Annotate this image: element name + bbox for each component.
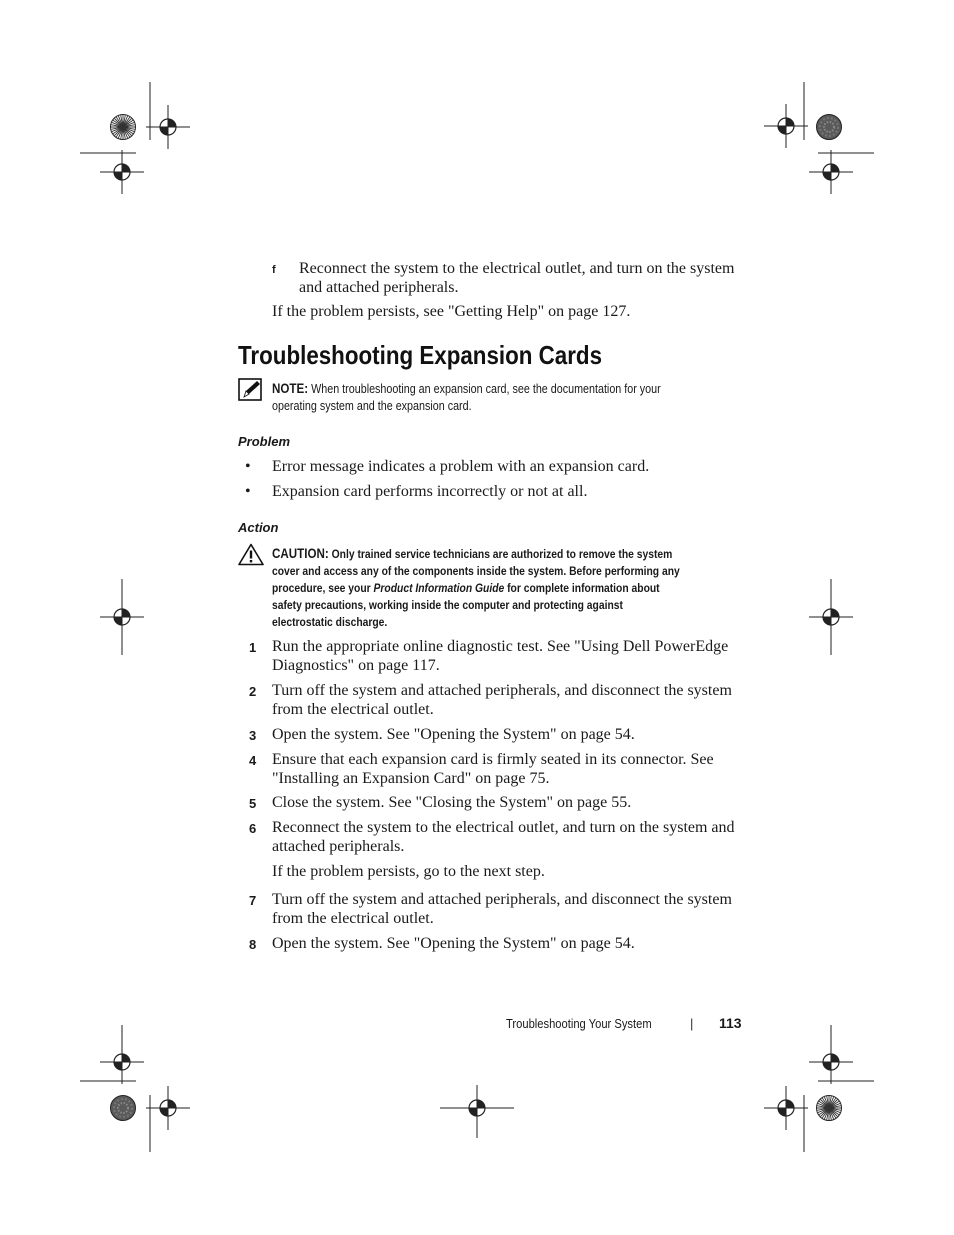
- caution-label: CAUTION:: [272, 546, 329, 561]
- text-line: Run the appropriate online diagnostic test. See "Using Dell PowerEdge: [272, 638, 729, 655]
- text-line: Open the system. See "Opening the System" on page 54.: [272, 726, 635, 743]
- step-text: [272, 934, 742, 953]
- note-block: [272, 380, 792, 415]
- step-text: [272, 818, 752, 856]
- footer-chapter: [506, 1016, 675, 1031]
- starburst-target-icon: [111, 115, 136, 140]
- caution-text: safety precautions, working inside the computer and protecting against: [272, 598, 623, 612]
- step-number: 5: [249, 796, 257, 811]
- step-number: 6: [249, 821, 257, 836]
- caution-text: for complete information about: [504, 581, 660, 595]
- text-line: from the electrical outlet.: [272, 701, 434, 718]
- persist-text: If the problem persists, see "Getting Help" on page 127.: [272, 303, 631, 320]
- crosshair-registration-icon: [100, 150, 144, 194]
- text-line: from the electrical outlet.: [272, 910, 434, 927]
- crosshair-registration-icon: [146, 1086, 190, 1130]
- step-number: 3: [249, 728, 257, 743]
- step-number: 7: [249, 893, 257, 908]
- starburst-target-icon: [817, 115, 842, 140]
- note-label: NOTE:: [272, 381, 309, 396]
- text-line: Open the system. See "Opening the System" on page 54.: [272, 935, 635, 952]
- starburst-target-icon: [817, 1096, 842, 1121]
- caution-block: [272, 545, 792, 631]
- text-line: "Installing an Expansion Card" on page 75.: [272, 770, 550, 787]
- footer-separator: |: [690, 1016, 694, 1031]
- caution-text: electrostatic discharge.: [272, 615, 388, 629]
- step-text: [272, 637, 742, 675]
- text-line: Reconnect the system to the electrical outlet, and turn on the system and: [272, 819, 735, 836]
- text-line: Turn off the system and attached peripherals, and disconnect the system: [272, 682, 732, 699]
- step-text: [272, 725, 742, 744]
- step-letter: f: [272, 264, 276, 276]
- step-number: 2: [249, 684, 257, 699]
- section-heading: [238, 340, 661, 370]
- text-line: and attached peripherals.: [299, 279, 459, 296]
- page-number: 113: [719, 1015, 742, 1031]
- text-line: Close the system. See "Closing the System" on page 55.: [272, 794, 632, 811]
- caution-text: Only trained service technicians are authorized to remove the system: [331, 547, 673, 561]
- text-line: Turn off the system and attached peripherals, and disconnect the system: [272, 891, 732, 908]
- warning-triangle-icon: [238, 543, 264, 566]
- crosshair-registration-icon: [146, 105, 190, 149]
- list-item: Expansion card performs incorrectly or not at all.: [272, 483, 588, 500]
- intro-step-text: [299, 259, 749, 297]
- step-text: [272, 793, 742, 812]
- bullet-marker: •: [245, 458, 251, 475]
- text-line: Ensure that each expansion card is firmly seated in its connector. See: [272, 751, 714, 768]
- step-text: [272, 681, 742, 719]
- bullet-marker: •: [245, 483, 251, 500]
- text-line: attached peripherals.: [272, 838, 405, 855]
- crosshair-registration-icon: [764, 104, 808, 148]
- step-number: 1: [249, 640, 257, 655]
- step-text: [272, 750, 742, 788]
- note-text: operating system and the expansion card.: [272, 399, 472, 413]
- problem-heading: Problem: [238, 434, 291, 449]
- chapter-title: Troubleshooting Your System: [506, 1016, 652, 1031]
- text-line: Reconnect the system to the electrical outlet, and turn on the system: [299, 260, 735, 277]
- step-number: 4: [249, 753, 257, 768]
- starburst-target-icon: [111, 1096, 136, 1121]
- pencil-note-icon: [238, 378, 264, 402]
- step-number: 8: [249, 937, 257, 952]
- note-text: When troubleshooting an expansion card, see the documentation for your: [311, 382, 661, 396]
- crosshair-registration-icon: [809, 150, 853, 194]
- crosshair-registration-icon: [764, 1086, 808, 1130]
- action-heading: Action: [238, 520, 279, 535]
- caution-guide-title: Product Information Guide: [373, 581, 505, 595]
- caution-text: cover and access any of the components inside the system. Before performing any: [272, 564, 680, 578]
- step-text: [272, 890, 742, 928]
- step-followup-text: If the problem persists, go to the next step.: [272, 863, 545, 880]
- page-title: Troubleshooting Expansion Cards: [238, 340, 603, 370]
- list-item: Error message indicates a problem with an expansion card.: [272, 458, 650, 475]
- caution-text: procedure, see your: [272, 581, 374, 595]
- text-line: Diagnostics" on page 117.: [272, 657, 440, 674]
